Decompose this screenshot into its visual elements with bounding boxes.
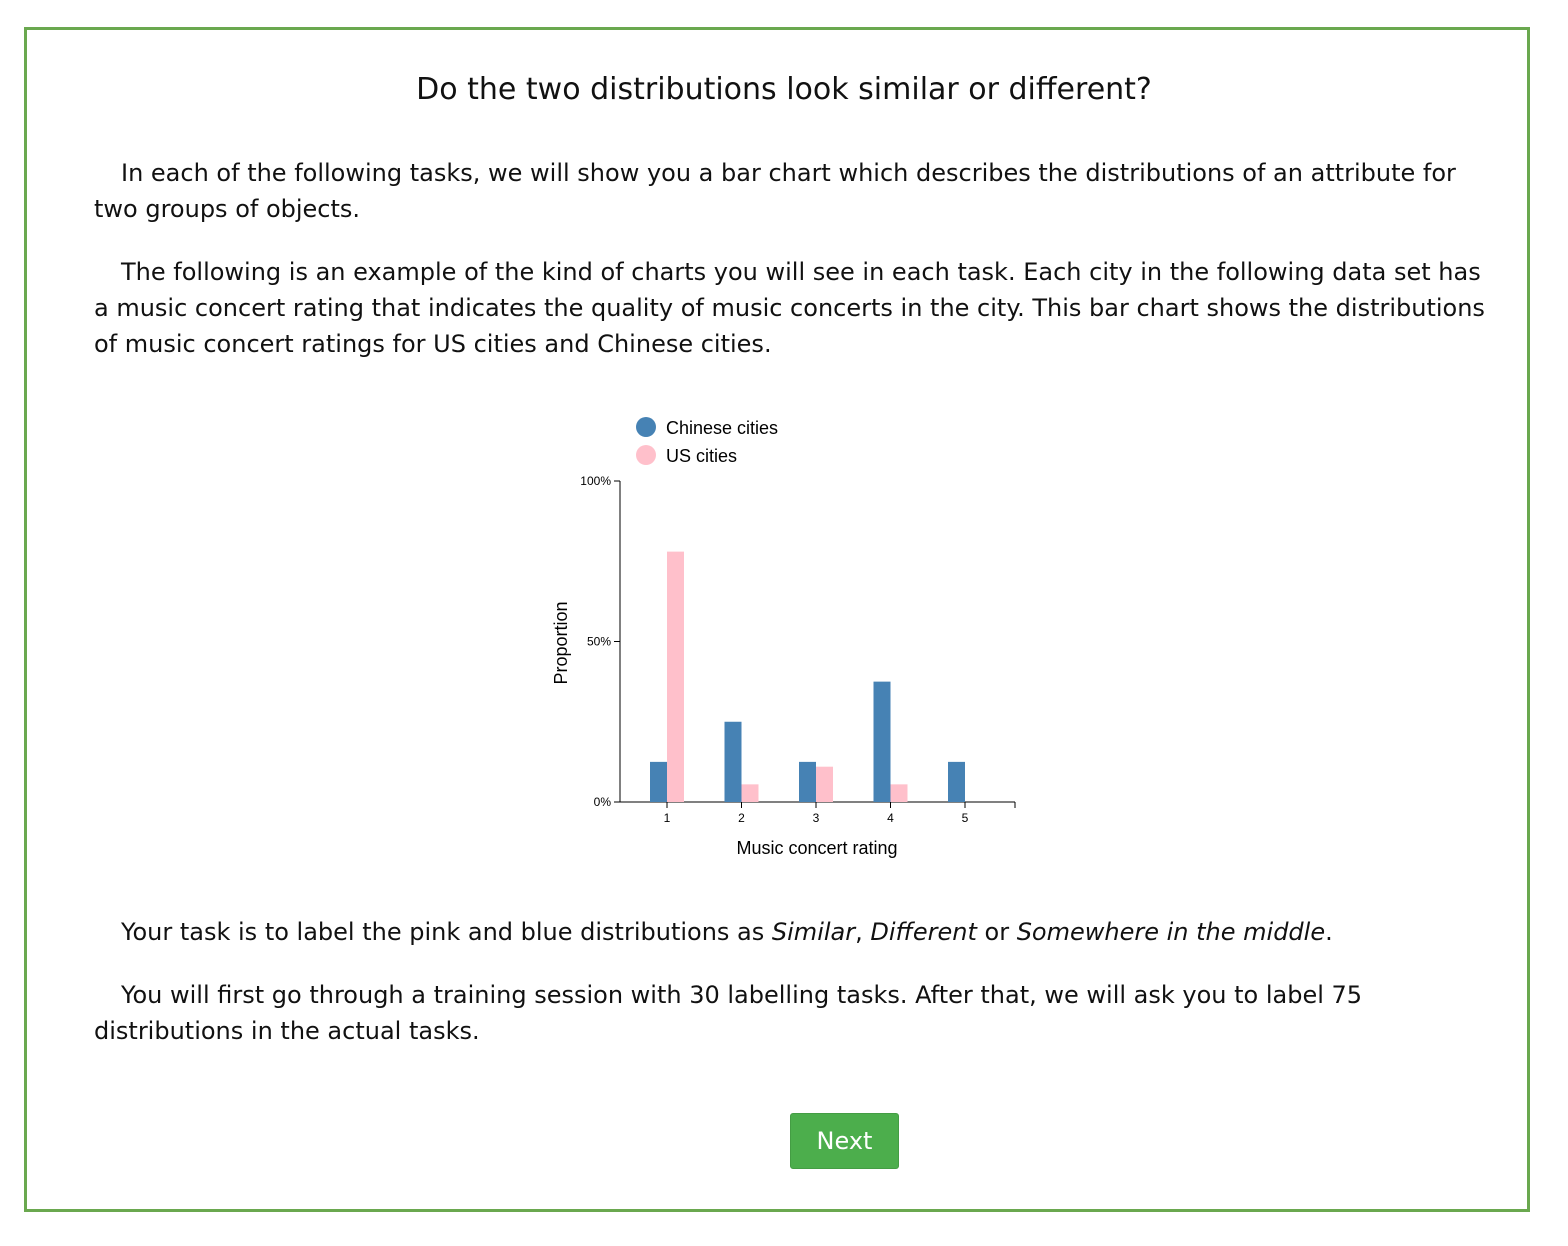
x-tick-label: 4 [887, 811, 894, 825]
chart-legend [636, 417, 778, 466]
example-paragraph: The following is an example of the kind of charts you will see in each task. Each city in the following data set has a music concert rating that indicates the quality of music concerts in the city. This bar chart shows the distributions of music concert ratings for US cities and Chinese cities. [94, 258, 1485, 358]
bar-chinese-cities [650, 762, 667, 802]
task-separator-2: or [976, 918, 1017, 946]
option-similar: Similar [771, 918, 856, 946]
x-tick-label: 3 [812, 811, 820, 825]
intro-paragraph: In each of the following tasks, we will show you a bar chart which describes the distributions of an attribute for two groups of objects. [94, 159, 1456, 223]
task-separator-1: , [855, 918, 871, 946]
x-tick-label: 2 [738, 811, 745, 825]
y-tick-label: 100% [580, 474, 611, 488]
y-axis [580, 474, 620, 809]
bar-chinese-cities [799, 762, 816, 802]
y-tick-label: 0% [593, 795, 611, 809]
bar-chinese-cities [874, 682, 891, 802]
legend-label-chinese: Chinese cities [666, 418, 779, 438]
bar-us-cities [816, 767, 833, 802]
option-different: Different [870, 918, 977, 946]
bar-us-cities [891, 784, 908, 802]
legend-swatch-us [636, 445, 656, 465]
x-tick-label: 5 [961, 811, 969, 825]
bar-us-cities [742, 784, 759, 802]
legend-label-us: US cities [666, 446, 738, 466]
chart-bars [650, 552, 965, 802]
task-prefix: Your task is to label the pink and blue distributions as [121, 918, 772, 946]
y-tick-label: 50% [586, 634, 611, 649]
x-axis [620, 802, 1015, 825]
training-paragraph: You will first go through a training session with 30 labelling tasks. After that, we will ask you to label 75 distributions in the actual tasks. [94, 981, 1363, 1045]
task-suffix: . [1325, 918, 1333, 946]
x-tick-label: 1 [663, 811, 671, 825]
bar-chinese-cities [948, 762, 965, 802]
task-paragraph [94, 914, 1494, 950]
bar-us-cities [667, 552, 684, 802]
x-axis-label: Music concert rating [736, 838, 898, 858]
distribution-chart [540, 405, 1030, 865]
y-axis-label: Proportion [551, 601, 571, 685]
next-button[interactable]: Next [790, 1113, 899, 1169]
legend-swatch-chinese [636, 417, 656, 437]
bar-chinese-cities [725, 722, 742, 802]
page-title: Do the two distributions look similar or different? [416, 72, 1152, 107]
option-somewhere-middle: Somewhere in the middle [1016, 918, 1326, 946]
